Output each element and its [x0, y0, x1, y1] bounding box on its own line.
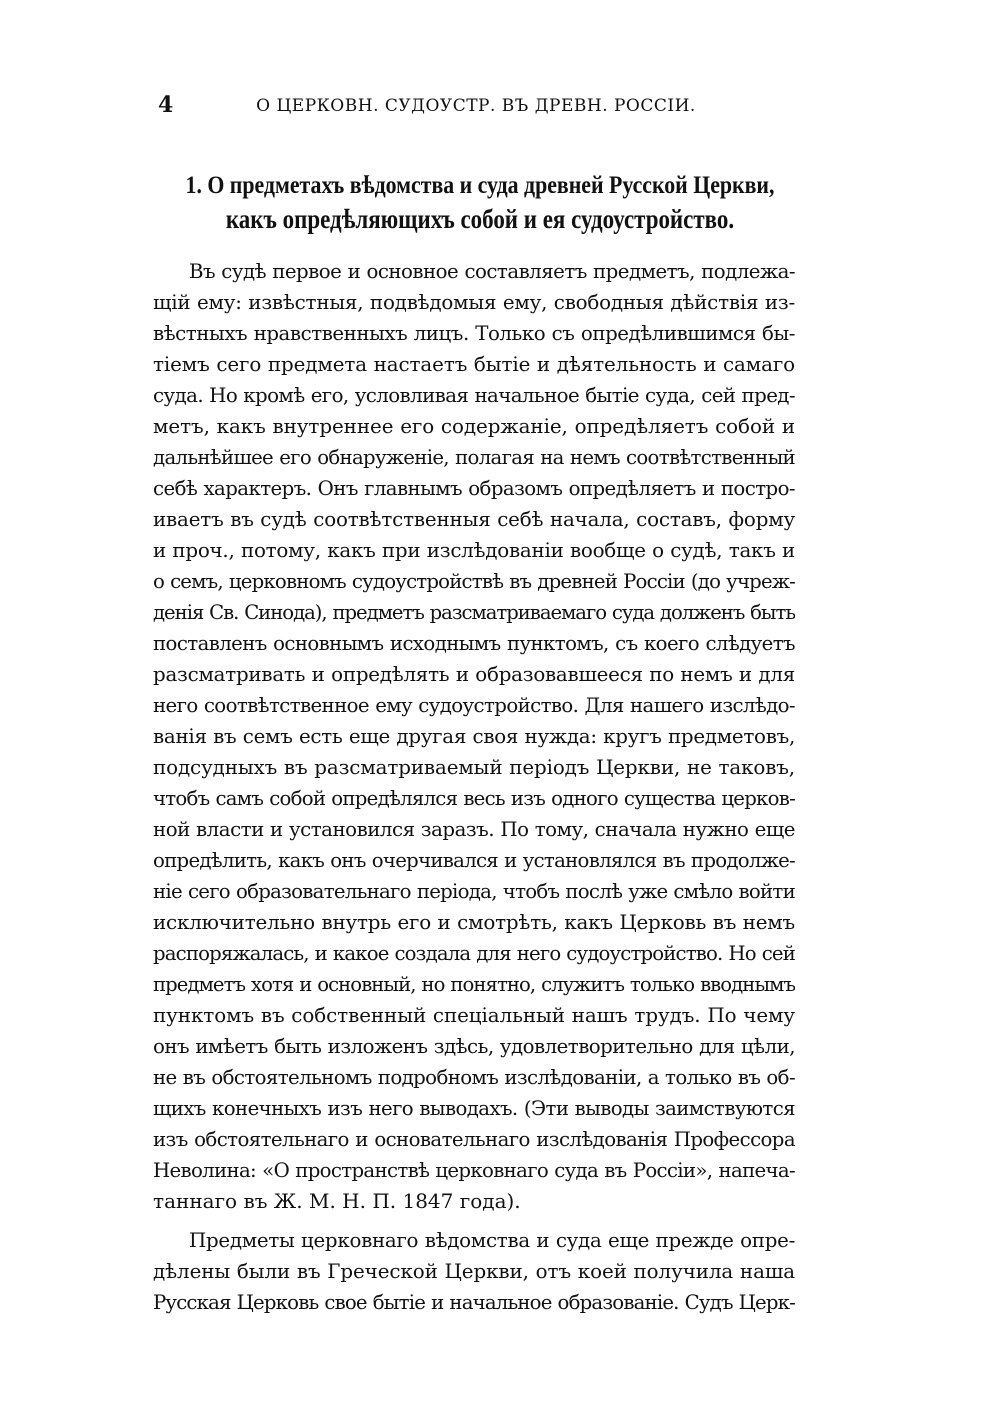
text-line: о семъ, церковномъ судоустройствѣ въ древней Россіи (до учреж-	[153, 570, 795, 593]
text-line: вѣстныхъ нравственныхъ лицъ. Только съ опредѣлившимся бы-	[153, 322, 795, 345]
text-line: себѣ характеръ. Онъ главнымъ образомъ опредѣляетъ и постро-	[153, 477, 795, 500]
text-line: Въ судѣ первое и основное составляетъ предметъ, подлежа-	[189, 260, 795, 283]
text-line: иваетъ въ судѣ соотвѣтственныя себѣ начала, составъ, форму	[153, 508, 795, 531]
running-head	[156, 92, 796, 122]
text-line: Русская Церковь свое бытіе и начальное образованіе. Судъ Церк-	[153, 1291, 795, 1314]
paragraph	[153, 256, 795, 1217]
section-title-line: 1. О предметахъ вѣдомства и суда древней Русской Церкви,	[185, 170, 775, 199]
text-line: него соотвѣтственное ему судоустройство. Для нашего изслѣдо-	[153, 694, 795, 717]
text-line: дальнѣйшее его обнаруженіе, полагая на немъ соотвѣтственный	[153, 446, 795, 469]
section-title	[183, 168, 778, 236]
text-line: и проч., потому, какъ при изслѣдованіи вообще о судѣ, такъ и	[153, 539, 795, 562]
text-line: подсудныхъ въ разсматриваемый періодъ Церкви, не таковъ,	[153, 756, 795, 779]
body-text	[153, 256, 795, 1318]
text-line: тіемъ сего предмета настаетъ бытіе и дѣятельность и самаго	[153, 353, 795, 376]
paragraph	[153, 1225, 795, 1318]
text-line: поставленъ основнымъ исходнымъ пунктомъ, съ коего слѣдуетъ	[153, 632, 795, 655]
section-title-line: какъ опредѣляющихъ собой и ея судоустройство.	[225, 204, 735, 234]
text-line: предметъ хотя и основный, но понятно, служитъ только вводнымъ	[153, 973, 795, 996]
text-line: пунктомъ въ собственный спеціальный нашъ трудъ. По чему	[153, 1004, 795, 1027]
text-line: щихъ конечныхъ изъ него выводахъ. (Эти выводы заимствуются	[153, 1097, 795, 1120]
running-title: О ЦЕРКОВН. СУДОУСТР. ВЪ ДРЕВН. РОССІИ.	[256, 96, 696, 116]
text-line: Неволина: «О пространствѣ церковнаго суда въ Россіи», напеча-	[153, 1159, 795, 1182]
text-line: чтобъ самъ собой опредѣлялся весь изъ одного существа церков-	[153, 787, 795, 810]
text-line: суда. Но кромѣ его, условливая начальное бытіе суда, сей пред-	[153, 384, 795, 407]
text-line: щій ему: извѣстныя, подвѣдомыя ему, свободныя дѣйствія из-	[153, 291, 795, 314]
text-line: опредѣлить, какъ онъ очерчивался и установлялся въ продолже-	[153, 849, 795, 872]
text-line: метъ, какъ внутреннее его содержаніе, опредѣляетъ собой и	[153, 415, 795, 438]
text-line: Предметы церковнаго вѣдомства и суда еще прежде опре-	[189, 1229, 795, 1252]
text-line: денія Св. Синода), предметъ разсматриваемаго суда долженъ быть	[153, 601, 795, 624]
text-line: ванія въ семъ есть еще другая своя нужда: кругъ предметовъ,	[153, 725, 795, 748]
text-line: разсматривать и опредѣлять и образовавшееся по немъ и для	[153, 663, 795, 686]
text-line: исключительно внутрь его и смотрѣть, какъ Церковь въ немъ	[153, 911, 795, 934]
text-line: таннаго въ Ж. М. Н. П. 1847 года).	[153, 1189, 521, 1213]
text-line: распоряжалась, и какое создала для него судоустройство. Но сей	[153, 942, 795, 965]
text-line: изъ обстоятельнаго и основательнаго изслѣдованія Профессора	[153, 1128, 795, 1151]
text-line: не въ обстоятельномъ подробномъ изслѣдованіи, а только въ об-	[153, 1066, 795, 1089]
text-line: дѣлены были въ Греческой Церкви, отъ коей получила наша	[153, 1260, 795, 1283]
text-line: ніе сего образовательнаго періода, чтобъ послѣ уже смѣло войти	[153, 880, 795, 903]
text-line: ной власти и установился заразъ. По тому, сначала нужно еще	[153, 818, 795, 841]
page-number: 4	[158, 92, 174, 118]
text-line: онъ имѣетъ быть изложенъ здѣсь, удовлетворительно для цѣли,	[153, 1035, 795, 1058]
